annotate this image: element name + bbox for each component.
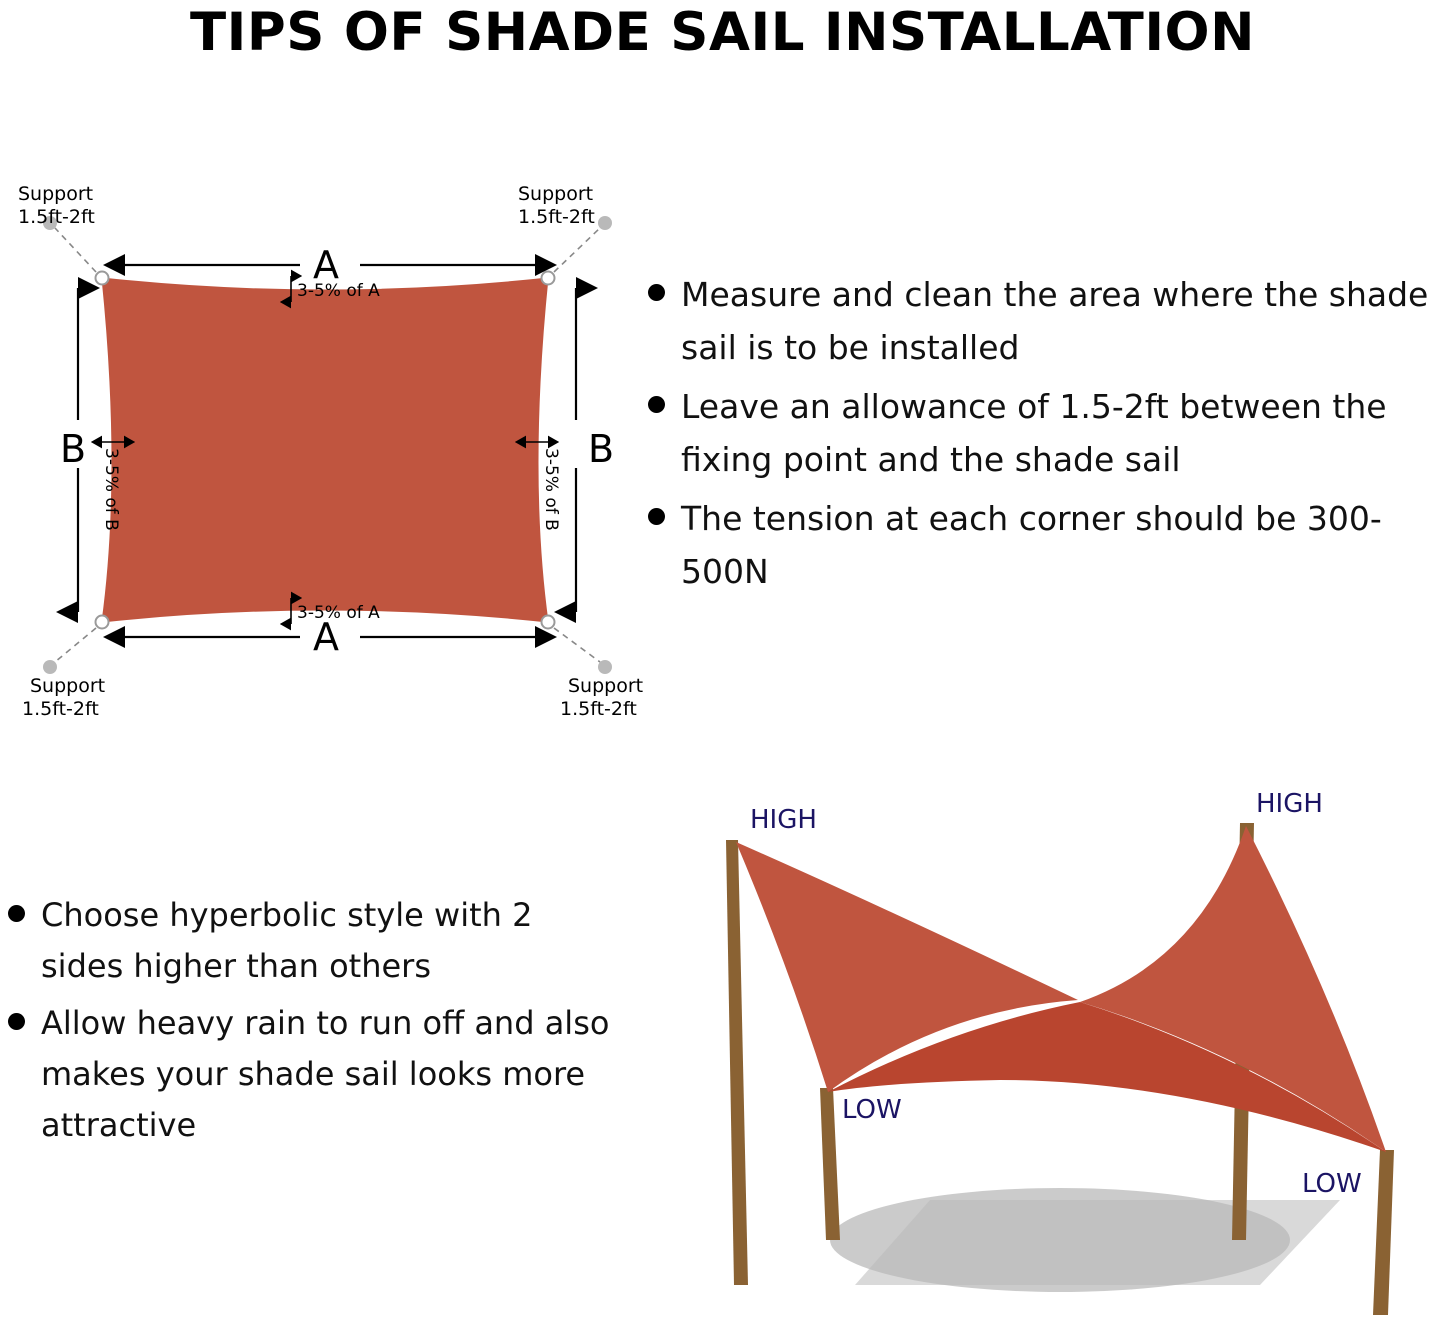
bullet-dot-icon [648,396,665,413]
support-label-bottom-left-line1: Support [30,675,106,697]
tip-text: Allow heavy rain to run off and also makes your shade sail looks more attractive [41,1004,610,1144]
label-low-right: LOW [1302,1169,1362,1199]
installation-tips-list-bottom [0,890,640,1157]
label-low-left: LOW [842,1095,902,1125]
corner-eyelet [542,616,555,629]
installation-tips-list-top [648,268,1445,604]
support-line [55,228,96,272]
dimension-label-b-right: B [588,427,615,471]
support-anchor-dot [598,216,612,230]
tip-text: Choose hyperbolic style with 2 sides higher than others [41,896,533,985]
dimension-label-b-left: B [60,427,87,471]
post-back-left [726,840,748,1285]
dimension-label-a-top: A [313,243,339,287]
support-label-top-left-line1: Support [18,183,94,205]
bullet-dot-icon [8,905,25,922]
list-item [648,380,1445,486]
list-item [648,492,1445,598]
list-item [648,268,1445,374]
ground-shadow-band [855,1200,1340,1285]
tip-text: Measure and clean the area where the shade sail is to be installed [681,275,1429,367]
corner-eyelet [96,616,109,629]
curve-depth-label-right: 3-5% of B [541,448,561,531]
support-line [55,628,96,662]
support-anchor-dot [43,660,57,674]
corner-eyelet [96,272,109,285]
support-label-top-left-line2: 1.5ft-2ft [18,206,95,228]
bullet-dot-icon [648,508,665,525]
support-label-top-right-line1: Support [518,183,594,205]
support-label-bottom-right-line1: Support [568,675,644,697]
post-front-left [820,1088,840,1240]
support-anchor-dot [598,660,612,674]
list-item [0,998,640,1151]
bullet-dot-icon [8,1013,25,1030]
tip-text: The tension at each corner should be 300-500N [681,499,1382,591]
support-label-top-right-line2: 1.5ft-2ft [518,206,595,228]
post-front-right [1373,1150,1394,1315]
dimension-label-a-bottom: A [313,615,339,659]
support-label-bottom-left-line2: 1.5ft-2ft [22,698,99,720]
support-line [554,628,600,662]
list-item [0,890,640,992]
bullet-dot-icon [648,284,665,301]
corner-eyelet [542,272,555,285]
tip-text: Leave an allowance of 1.5-2ft between the fixing point and the shade sail [681,387,1387,479]
support-line [554,228,600,272]
label-high-left: HIGH [750,805,817,835]
curve-depth-label-left: 3-5% of B [101,448,121,531]
hyperbolic-sail-installation-diagram [640,780,1445,1319]
page-title: TIPS OF SHADE SAIL INSTALLATION [190,2,1255,63]
support-label-bottom-right-line2: 1.5ft-2ft [560,698,637,720]
curve-depth-label-bottom: 3-5% of A [297,603,380,623]
rectangular-sail-dimension-diagram [0,150,660,740]
curve-depth-label-top: 3-5% of A [297,281,380,301]
label-high-right: HIGH [1256,789,1323,819]
sail-shape [102,278,548,622]
